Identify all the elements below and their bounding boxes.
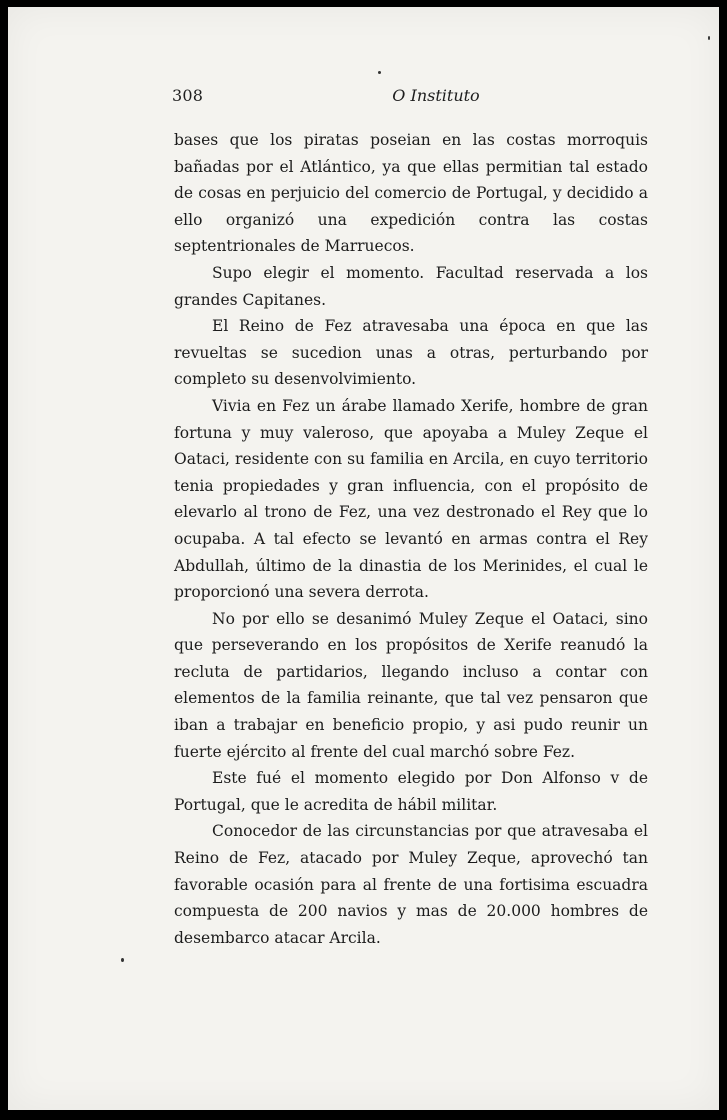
paragraph: El Reino de Fez atravesaba una época en que las revueltas se sucedion unas a otras, perturbando por completo su desenvolvimiento. (174, 317, 648, 389)
paragraph: Supo elegir el momento. Facultad reservada a los grandes Capitanes. (174, 263, 648, 309)
scan-speck (378, 71, 381, 74)
scan-speck (708, 36, 710, 40)
scan-speck (121, 958, 124, 962)
running-head (172, 86, 650, 110)
body-text (174, 127, 648, 951)
paragraph: Este fué el momento elegido por Don Alfonso v de Portugal, que le acredita de hábil militar. (174, 769, 648, 814)
journal-title: O Instituto (392, 86, 480, 105)
paragraph: bases que los piratas poseian en las costas morroquis bañadas por el Atlántico, ya que ellas permitian tal estado de cosas en perjuicio del comercio de Portugal, y decidido a ello organizó una expedición contra las costas septentrionales de Marruecos. (174, 131, 648, 256)
paragraph: Vivia en Fez un árabe llamado Xerife, hombre de gran fortuna y muy valeroso, que apoyaba a Muley Zeque el Oataci, residente con su familia en Arcila, en cuyo territorio tenia propiedades y gran influencia, con el propósito de elevarlo al trono de Fez, una vez destronado el Rey que lo ocupaba. A tal efecto se levantó en armas contra el Rey Abdullah, último de la dinastia de los Merinides, el cual le proporcionó una severa derrota. (174, 396, 648, 602)
book-page (8, 7, 719, 1110)
paragraph: Conocedor de las circunstancias por que atravesaba el Reino de Fez, atacado por Muley Zeque, aprovechó tan favorable ocasión para al frente de una fortisima escuadra compuesta de 200 navios y mas de 20.000 hombres de desembarco atacar Arcila. (174, 822, 648, 947)
paragraph: No por ello se desanimó Muley Zeque el Oataci, sino que perseverando en los propósitos de Xerife reanudó la recluta de partidarios, llegando incluso a contar con elementos de la familia reinante, que tal vez pensaron que iban a trabajar en beneficio propio, y asi pudo reunir un fuerte ejército al frente del cual marchó sobre Fez. (174, 609, 648, 761)
page-number: 308 (172, 86, 204, 105)
